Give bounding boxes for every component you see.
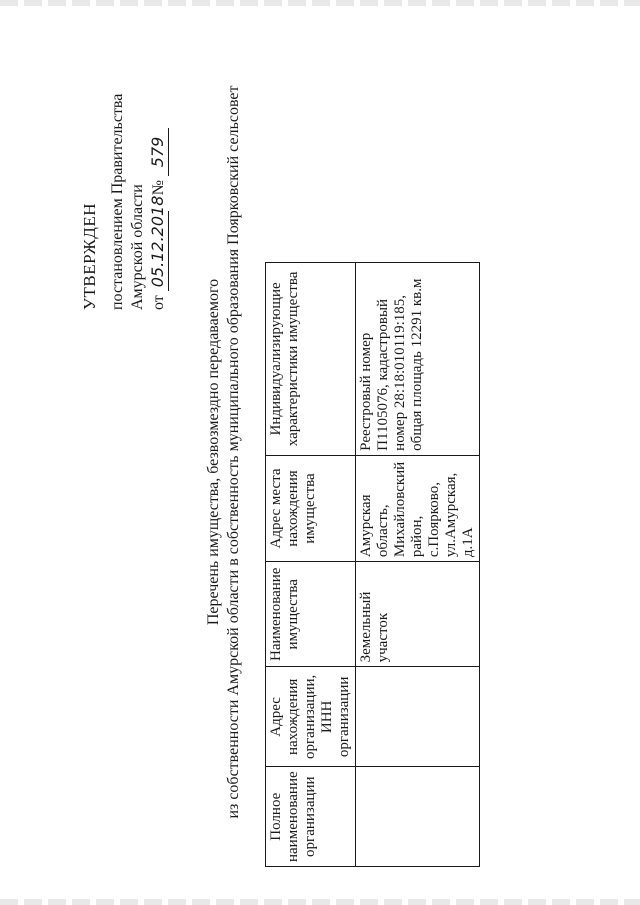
document-page [20,22,620,882]
table-header-row [266,263,356,867]
approval-heading: УТВЕРЖДЕН [80,203,99,310]
header-property-name: Наименование имущества [266,562,356,667]
cell-org-name [356,767,480,867]
date-prefix: от [150,295,167,310]
approval-line-1: постановлением Правительства [109,93,126,310]
cell-org-address [356,667,480,767]
handwritten-date: 05.12.2018 [148,211,169,291]
approval-line-2: Амурской области [129,184,146,310]
approval-date-row [148,30,169,310]
handwritten-number: 579 [148,128,169,176]
header-characteristics: Индивидуализирующие характеристики имущества [266,263,356,456]
title-line-1: Перечень имущества, безвозмездно передаваемого [205,278,222,626]
cell-property-name: Земельный участок [356,562,480,667]
property-table [265,262,480,867]
header-org-name: Полное наименование организации [266,767,356,867]
header-property-address: Адрес места нахождения имущества [266,455,356,561]
cell-property-address: Амурская область, Михайловский район, с.Поярково, ул.Амурская, д.1А [356,455,480,561]
approval-stamp [80,30,169,310]
scan-edge-bottom [0,899,640,905]
cell-characteristics: Реестровый номер П1105076, кадастровый номер 28:18:010119:185, общая площадь 12291 кв.м [356,263,480,456]
title-line-2: из собственности Амурской области в собственность муниципального образования Поярковский сельсовет [225,85,242,819]
table-row [356,263,480,867]
header-org-address: Адрес нахождения организации, ИНН организации [266,667,356,767]
document-title [204,22,244,882]
scan-edge-top [0,0,640,6]
number-prefix: № [150,179,167,196]
